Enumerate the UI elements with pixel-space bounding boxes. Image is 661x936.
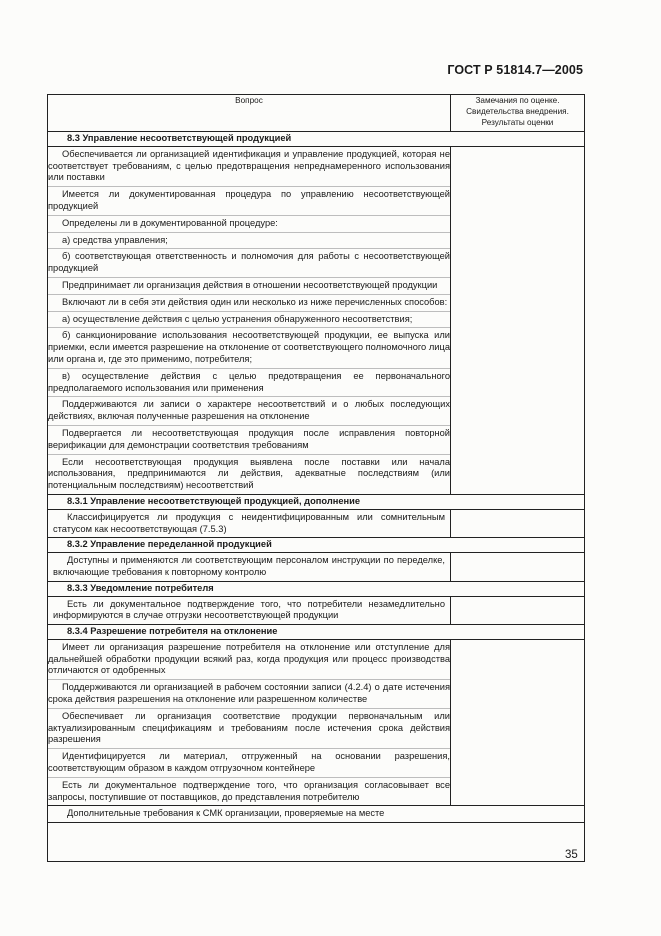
section-row-8-3-3 bbox=[48, 581, 585, 596]
section-title: 8.3.1 Управление несоответствующей продукцией, дополнение bbox=[48, 494, 585, 509]
section-title: 8.3.4 Разрешение потребителя на отклонение bbox=[48, 625, 585, 640]
section-row-8-3-2 bbox=[48, 538, 585, 553]
question-item: Подвергается ли несоответствующая продукция после исправления повторной верификации для демонстрации соответствия требованиям bbox=[48, 426, 450, 455]
section-title: 8.3.3 Уведомление потребителя bbox=[48, 581, 585, 596]
notes-column-header bbox=[451, 95, 585, 132]
question-row bbox=[48, 553, 585, 582]
question-item: Предпринимает ли организация действия в отношении несоответствующей продукции bbox=[48, 278, 450, 295]
question-item: Имеет ли организация разрешение потребителя на отклонение или отступление для дальнейшей обработки продукции всякий раз, когда продукция или процесс производства отличаются от одобренных bbox=[48, 640, 450, 680]
notes-cell bbox=[451, 553, 585, 582]
question-item: Идентифицируется ли материал, отгруженный на основании разрешения, соответствующим образом в каждом отгрузочном контейнере bbox=[48, 749, 450, 778]
question-row bbox=[48, 596, 585, 625]
notes-header-line: Свидетельства внедрения. bbox=[466, 107, 569, 117]
page-number: 35 bbox=[565, 849, 578, 861]
section-row-8-3-4 bbox=[48, 625, 585, 640]
question-item: Обеспечивается ли организацией идентификация и управление продукцией, которая не соответствует требованиям, с целью предотвращения непреднамеренного использования или поставки bbox=[48, 147, 450, 187]
question-item: Поддерживаются ли организацией в рабочем состоянии записи (4.2.4) о дате истечения срока действия разрешения на отклонение или разрешенном количестве bbox=[48, 680, 450, 709]
question-item: а) осуществление действия с целью устранения обнаруженного несоответствия; bbox=[48, 312, 450, 329]
notes-cell bbox=[451, 596, 585, 625]
question-cell: Есть ли документальное подтверждение того, что потребители незамедлительно информируются в случае отгрузки несоответствующей продукции bbox=[48, 596, 451, 625]
section-row-8-3-1 bbox=[48, 494, 585, 509]
question-item: б) соответствующая ответственность и полномочия для работы с несоответствующей продукцией bbox=[48, 249, 450, 278]
notes-header-line: Замечания по оценке. bbox=[475, 96, 560, 105]
additional-requirements-title: Дополнительные требования к СМК организации, проверяемые на месте bbox=[48, 806, 585, 823]
question-cell bbox=[48, 146, 451, 494]
question-row bbox=[48, 146, 585, 494]
table-header-row bbox=[48, 95, 585, 132]
section-row-8-3 bbox=[48, 132, 585, 147]
blank-cell bbox=[48, 823, 585, 862]
additional-requirements-row bbox=[48, 806, 585, 823]
question-cell: Доступны и применяются ли соответствующим персоналом инструкции по переделке, включающие требования к повторному контролю bbox=[48, 553, 451, 582]
document-code: ГОСТ Р 51814.7—2005 bbox=[447, 63, 583, 77]
question-row bbox=[48, 509, 585, 538]
question-item: Обеспечивает ли организация соответствие продукции первоначальным или актуализированным спецификациям и требованиям после истечения срока действия разрешения bbox=[48, 709, 450, 749]
section-title: 8.3.2 Управление переделанной продукцией bbox=[48, 538, 585, 553]
section-title: 8.3 Управление несоответствующей продукцией bbox=[48, 132, 585, 147]
question-item: б) санкционирование использования несоответствующей продукции, ее выпуска или приемки, если имеется разрешение на отклонение от соответствующего полномочного лица или органа и, где это применимо, потребителя; bbox=[48, 328, 450, 368]
question-item: Определены ли в документированной процедуре: bbox=[48, 216, 450, 233]
notes-cell bbox=[451, 639, 585, 806]
question-row bbox=[48, 639, 585, 806]
question-cell: Классифицируется ли продукция с неидентифицированным или сомнительным статусом как несоответствующая (7.5.3) bbox=[48, 509, 451, 538]
question-item: Если несоответствующая продукция выявлена после поставки или начала использования, предпринимаются ли действия, адекватные последствиям (или потенциальным последствиям) несоответствий bbox=[48, 456, 450, 491]
notes-header-line: Результаты оценки bbox=[481, 118, 554, 128]
assessment-table bbox=[47, 94, 585, 862]
question-column-header: Вопрос bbox=[48, 95, 451, 132]
question-item: а) средства управления; bbox=[48, 233, 450, 250]
question-item: в) осуществление действия с целью предотвращения ее первоначального предполагаемого использования или применения bbox=[48, 369, 450, 398]
question-item: Есть ли документальное подтверждение того, что организация согласовывает все запросы, поступившие от поставщиков, до представления потребителю bbox=[48, 779, 450, 802]
question-item: Поддерживаются ли записи о характере несоответствий и о любых последующих действиях, включая полученные разрешения на отклонение bbox=[48, 397, 450, 426]
notes-cell bbox=[451, 509, 585, 538]
notes-cell bbox=[451, 146, 585, 494]
blank-row bbox=[48, 823, 585, 862]
question-cell bbox=[48, 639, 451, 806]
question-item: Включают ли в себя эти действия один или несколько из ниже перечисленных способов: bbox=[48, 295, 450, 312]
question-item: Имеется ли документированная процедура по управлению несоответствующей продукцией bbox=[48, 187, 450, 216]
